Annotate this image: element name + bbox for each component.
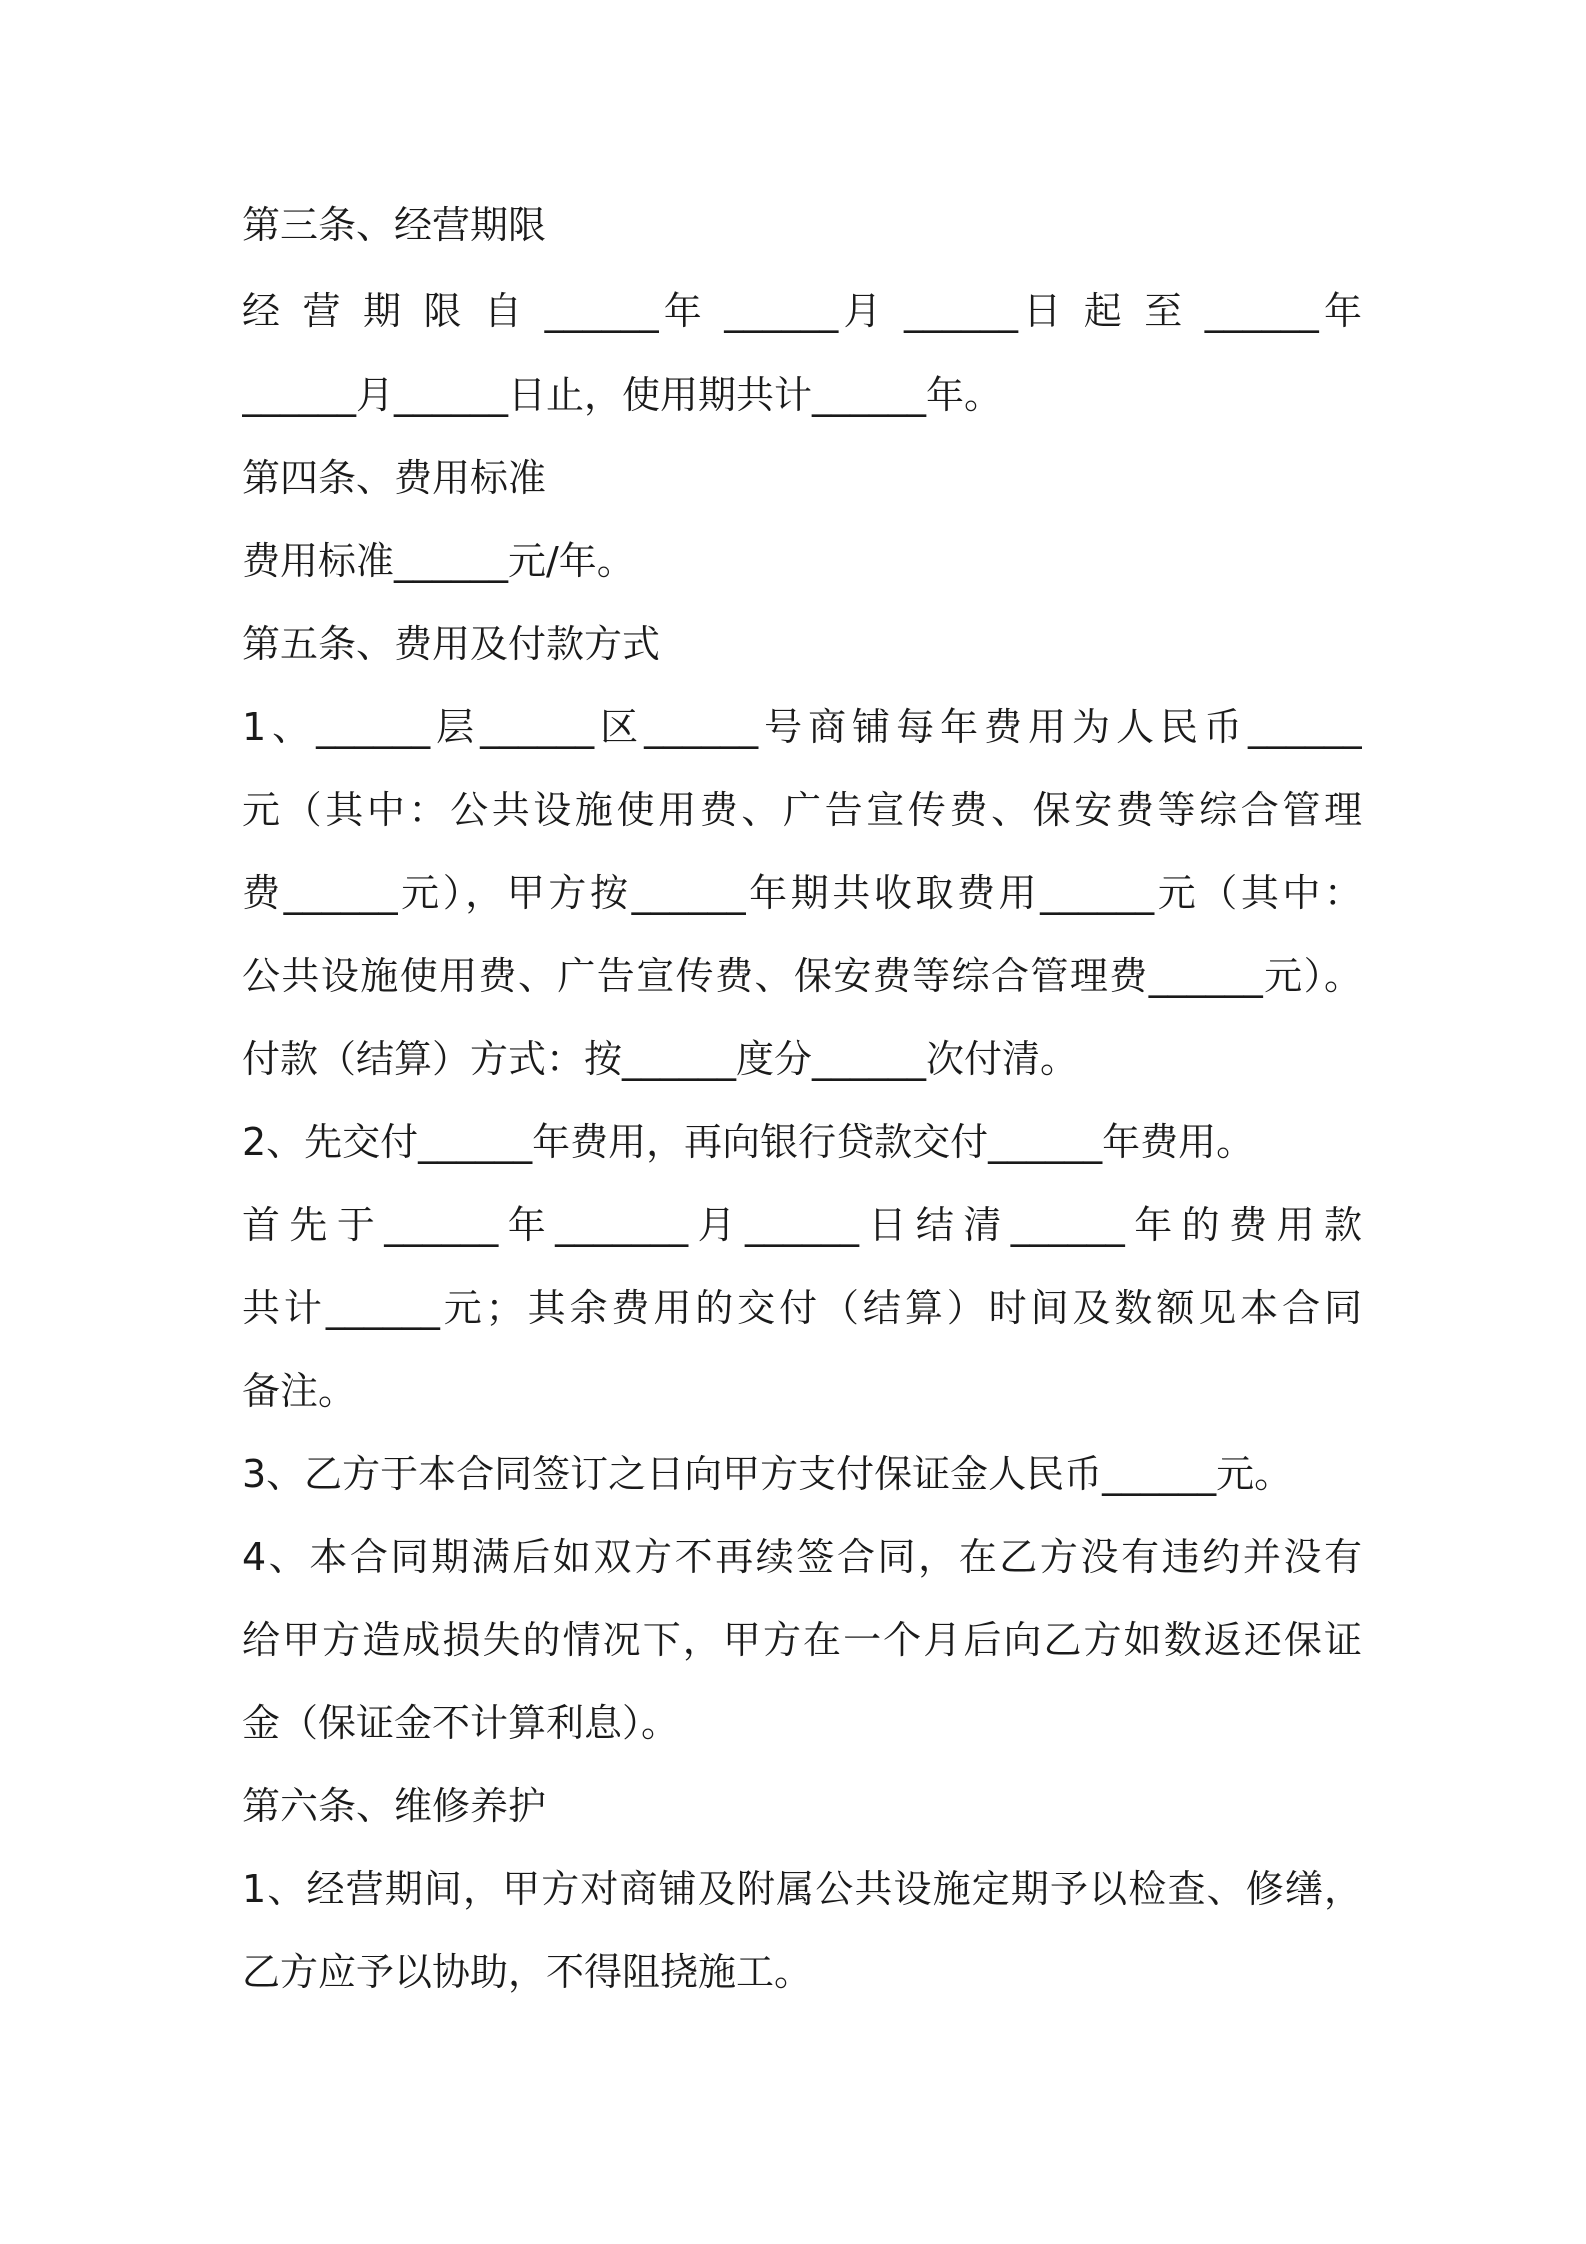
article-3-heading: 第三条、经营期限	[242, 203, 547, 247]
paragraph-line: 备注。	[242, 1369, 357, 1413]
paragraph-line: 首先于______年_______月______日结清______年的费用款	[242, 1203, 1362, 1247]
paragraph-line: 共计______元；其余费用的交付（结算）时间及数额见本合同	[242, 1286, 1362, 1330]
paragraph-line: 给甲方造成损失的情况下，甲方在一个月后向乙方如数返还保证	[242, 1618, 1362, 1662]
paragraph-line: 费用标准______元/年。	[242, 539, 635, 583]
paragraph-line: 费______元），甲方按______年期共收取费用______元（其中：	[242, 871, 1362, 915]
paragraph-line: 4、本合同期满后如双方不再续签合同，在乙方没有违约并没有	[242, 1535, 1362, 1579]
article-4-heading: 第四条、费用标准	[242, 456, 547, 500]
paragraph-line: 1、经营期间，甲方对商铺及附属公共设施定期予以检查、修缮，	[242, 1867, 1362, 1911]
paragraph-line: 1、______层______区______号商铺每年费用为人民币______	[242, 705, 1362, 749]
paragraph-line: 3、乙方于本合同签订之日向甲方支付保证金人民币______元。	[242, 1452, 1293, 1496]
article-6-heading: 第六条、维修养护	[242, 1784, 547, 1828]
paragraph-line: 金（保证金不计算利息）。	[242, 1701, 680, 1745]
paragraph-line: ______月______日止，使用期共计______年。	[242, 373, 1003, 417]
paragraph-line: 公共设施使用费、广告宣传费、保安费等综合管理费______元）。	[242, 954, 1362, 998]
paragraph-line: 乙方应予以协助，不得阻挠施工。	[242, 1950, 813, 1994]
paragraph-line: 元（其中：公共设施使用费、广告宣传费、保安费等综合管理	[242, 788, 1362, 832]
paragraph-line: 付款（结算）方式：按______度分______次付清。	[242, 1037, 1079, 1081]
article-5-heading: 第五条、费用及付款方式	[242, 622, 661, 666]
paragraph-line: 经 营 期 限 自 ______年 ______月 ______日 起 至 ______年	[242, 289, 1362, 333]
paragraph-line: 2、先交付______年费用，再向银行贷款交付______年费用。	[242, 1120, 1255, 1164]
